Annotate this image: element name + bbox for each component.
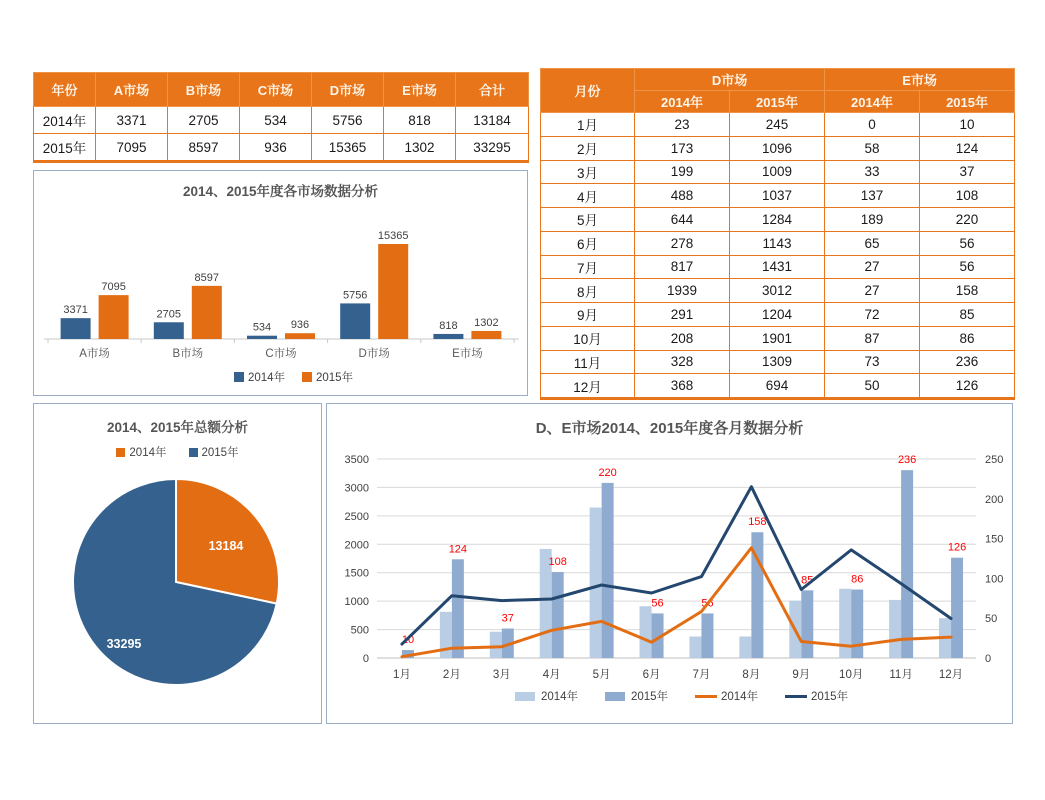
bar-2015-C市场 xyxy=(285,333,315,339)
combo-legend-swatch-icon xyxy=(515,692,535,701)
monthly-row xyxy=(541,374,1015,398)
monthly-cell: 4月 xyxy=(541,184,635,208)
summary-cell: 534 xyxy=(240,107,312,134)
combo-category-label: 6月 xyxy=(642,669,661,681)
combo-category-label: 5月 xyxy=(592,669,611,681)
combo-bar-2015-11月 xyxy=(901,470,913,658)
combo-red-data-label: 108 xyxy=(548,556,567,569)
bar-category-label: A市场 xyxy=(79,348,110,360)
combo-red-data-label: 124 xyxy=(448,543,468,556)
monthly-cell: 50 xyxy=(825,374,920,398)
combo-bar-2014-8月 xyxy=(739,637,751,658)
monthly-row xyxy=(541,184,1015,208)
year-sub-header: 2015年 xyxy=(730,91,825,113)
total-pie-chart xyxy=(33,403,322,724)
left-axis-tick-label: 1000 xyxy=(344,596,369,609)
monthly-row xyxy=(541,255,1015,279)
monthly-cell: 1143 xyxy=(730,231,825,255)
monthly-cell: 56 xyxy=(920,255,1015,279)
combo-bar-2015-7月 xyxy=(701,613,713,658)
pie-chart-title: 2014、2015年总额分析 xyxy=(106,420,249,435)
bar-category-label: D市场 xyxy=(358,348,390,360)
bar-2014-B市场 xyxy=(154,322,184,339)
monthly-cell: 65 xyxy=(825,231,920,255)
summary-cell: 818 xyxy=(384,107,456,134)
right-axis-tick-label: 0 xyxy=(985,653,992,665)
summary-cell: 1302 xyxy=(384,134,456,161)
bar-category-label: B市场 xyxy=(172,348,204,360)
bar-2014-C市场 xyxy=(247,336,277,339)
monthly-cell: 488 xyxy=(635,184,730,208)
summary-col-header: C市场 xyxy=(240,73,312,107)
combo-legend-label: 2015年 xyxy=(811,691,849,703)
left-axis-tick-label: 500 xyxy=(350,624,369,637)
combo-category-label: 4月 xyxy=(542,669,561,681)
combo-category-label: 11月 xyxy=(889,669,913,681)
monthly-row xyxy=(541,303,1015,327)
combo-red-data-label: 220 xyxy=(598,466,617,479)
summary-row xyxy=(34,107,529,134)
monthly-cell: 1037 xyxy=(730,184,825,208)
summary-col-header: E市场 xyxy=(384,73,456,107)
summary-col-header: 合计 xyxy=(456,73,529,107)
bar-chart-plot xyxy=(34,200,529,400)
combo-bar-2015-4月 xyxy=(552,572,564,658)
monthly-cell: 173 xyxy=(635,136,730,160)
combo-category-label: 3月 xyxy=(492,669,511,681)
month-col-header: 月份 xyxy=(541,69,635,113)
right-axis-tick-label: 250 xyxy=(985,454,1004,466)
monthly-cell: 208 xyxy=(635,326,730,350)
combo-bar-2015-10月 xyxy=(851,590,863,658)
monthly-cell: 0 xyxy=(825,113,920,137)
bar-data-label: 2705 xyxy=(156,308,182,321)
monthly-cell: 3月 xyxy=(541,160,635,184)
combo-red-data-label: 56 xyxy=(701,597,714,610)
pie-label-2014: 13184 xyxy=(208,539,244,553)
combo-category-label: 7月 xyxy=(692,669,711,681)
combo-red-data-label: 10 xyxy=(401,634,415,647)
market-group-header: D市场 xyxy=(635,69,825,91)
market-group-header: E市场 xyxy=(825,69,1015,91)
combo-bar-2014-6月 xyxy=(640,606,652,658)
monthly-table-grid xyxy=(540,68,1015,398)
monthly-cell: 1901 xyxy=(730,326,825,350)
monthly-cell: 1096 xyxy=(730,136,825,160)
market-bar-chart xyxy=(33,170,528,396)
monthly-cell: 694 xyxy=(730,374,825,398)
monthly-cell: 10 xyxy=(920,113,1015,137)
pie-label-2015: 33295 xyxy=(106,637,142,651)
summary-row xyxy=(34,134,529,161)
summary-table xyxy=(33,72,528,160)
monthly-cell: 817 xyxy=(635,255,730,279)
legend-swatch-2015-icon xyxy=(189,448,198,457)
monthly-row xyxy=(541,279,1015,303)
summary-col-header: 年份 xyxy=(34,73,96,107)
monthly-cell: 85 xyxy=(920,303,1015,327)
combo-bar-2015-5月 xyxy=(602,483,614,658)
pie-legend xyxy=(34,444,321,460)
summary-cell: 8597 xyxy=(168,134,240,161)
monthly-cell: 23 xyxy=(635,113,730,137)
monthly-cell: 5月 xyxy=(541,208,635,232)
summary-cell: 7095 xyxy=(96,134,168,161)
monthly-cell: 87 xyxy=(825,326,920,350)
bar-data-label: 7095 xyxy=(101,281,126,294)
monthly-cell: 1009 xyxy=(730,160,825,184)
pie-legend-item-2014 xyxy=(116,444,166,460)
combo-red-data-label: 56 xyxy=(651,597,664,610)
combo-line-2015 xyxy=(401,487,951,647)
combo-red-data-label: 85 xyxy=(801,574,814,587)
combo-legend-swatch-icon xyxy=(605,692,625,701)
combo-bar-2015-12月 xyxy=(951,558,963,658)
combo-category-label: 9月 xyxy=(792,669,811,681)
monthly-cell: 368 xyxy=(635,374,730,398)
monthly-cell: 1309 xyxy=(730,350,825,374)
combo-bar-2014-5月 xyxy=(590,508,602,658)
monthly-row xyxy=(541,160,1015,184)
summary-col-header: A市场 xyxy=(96,73,168,107)
monthly-cell: 86 xyxy=(920,326,1015,350)
monthly-cell: 189 xyxy=(825,208,920,232)
bar-data-label: 936 xyxy=(290,319,310,332)
summary-col-header: B市场 xyxy=(168,73,240,107)
monthly-cell: 137 xyxy=(825,184,920,208)
bar-legend-label: 2014年 xyxy=(248,372,286,384)
bar-data-label: 15365 xyxy=(377,230,409,242)
monthly-cell: 9月 xyxy=(541,303,635,327)
combo-bar-2014-7月 xyxy=(689,637,701,658)
combo-bar-2014-11月 xyxy=(889,600,901,658)
monthly-cell: 27 xyxy=(825,279,920,303)
monthly-cell: 37 xyxy=(920,160,1015,184)
combo-legend-label: 2014年 xyxy=(721,691,759,703)
monthly-cell: 124 xyxy=(920,136,1015,160)
combo-red-data-label: 37 xyxy=(501,612,514,625)
combo-chart-title: D、E市场2014、2015年度各月数据分析 xyxy=(535,420,804,437)
summary-cell: 2015年 xyxy=(34,134,96,161)
pie-legend-label-2015: 2015年 xyxy=(201,447,239,459)
monthly-cell: 158 xyxy=(920,279,1015,303)
monthly-cell: 108 xyxy=(920,184,1015,208)
monthly-cell: 3012 xyxy=(730,279,825,303)
bar-data-label: 1302 xyxy=(474,316,499,329)
combo-category-label: 10月 xyxy=(839,669,864,681)
monthly-cell: 33 xyxy=(825,160,920,184)
monthly-cell: 6月 xyxy=(541,231,635,255)
combo-category-label: 1月 xyxy=(393,669,411,681)
year-sub-header: 2015年 xyxy=(920,91,1015,113)
monthly-cell: 199 xyxy=(635,160,730,184)
bar-2015-D市场 xyxy=(378,244,408,339)
monthly-cell: 56 xyxy=(920,231,1015,255)
bar-data-label: 3371 xyxy=(63,304,88,317)
right-axis-tick-label: 200 xyxy=(985,493,1004,506)
monthly-cell: 245 xyxy=(730,113,825,137)
monthly-cell: 1431 xyxy=(730,255,825,279)
monthly-cell: 126 xyxy=(920,374,1015,398)
monthly-cell: 236 xyxy=(920,350,1015,374)
combo-red-data-label: 236 xyxy=(897,454,917,467)
monthly-cell: 8月 xyxy=(541,279,635,303)
monthly-cell: 291 xyxy=(635,303,730,327)
monthly-row xyxy=(541,231,1015,255)
combo-line-2014 xyxy=(402,548,951,657)
bar-2014-D市场 xyxy=(340,303,370,339)
bar-2014-A市场 xyxy=(61,318,91,339)
year-sub-header: 2014年 xyxy=(825,91,920,113)
monthly-row xyxy=(541,113,1015,137)
bar-category-label: E市场 xyxy=(452,348,483,360)
combo-category-label: 8月 xyxy=(742,669,761,681)
left-axis-tick-label: 0 xyxy=(362,653,369,665)
bar-data-label: 8597 xyxy=(194,271,220,284)
monthly-cell: 1284 xyxy=(730,208,825,232)
monthly-cell: 644 xyxy=(635,208,730,232)
summary-cell: 936 xyxy=(240,134,312,161)
pie-chart-plot xyxy=(34,460,323,722)
left-axis-tick-label: 3500 xyxy=(344,454,369,466)
monthly-cell: 220 xyxy=(920,208,1015,232)
summary-cell: 15365 xyxy=(312,134,384,161)
summary-cell: 13184 xyxy=(456,107,529,134)
combo-red-data-label: 126 xyxy=(947,541,967,554)
combo-chart-plot xyxy=(327,438,1012,722)
bar-data-label: 818 xyxy=(439,319,458,332)
pie-legend-label-2014: 2014年 xyxy=(129,447,167,459)
left-axis-tick-label: 1500 xyxy=(344,567,369,580)
bar-2015-B市场 xyxy=(192,286,222,339)
combo-category-label: 12月 xyxy=(938,669,964,681)
bar-legend-swatch-icon xyxy=(234,372,244,382)
combo-category-label: 2月 xyxy=(442,669,461,681)
combo-legend-label: 2014年 xyxy=(541,691,579,703)
monthly-cell: 11月 xyxy=(541,350,635,374)
bar-2015-E市场 xyxy=(471,331,501,339)
combo-bar-2014-10月 xyxy=(839,589,851,658)
bar-chart-title: 2014、2015年度各市场数据分析 xyxy=(182,184,379,199)
monthly-table xyxy=(540,68,1014,398)
summary-cell: 2014年 xyxy=(34,107,96,134)
right-axis-tick-label: 50 xyxy=(985,613,998,626)
combo-bar-2015-9月 xyxy=(801,590,813,658)
bar-2015-A市场 xyxy=(99,295,129,339)
combo-legend-label: 2015年 xyxy=(631,691,669,703)
summary-cell: 5756 xyxy=(312,107,384,134)
combo-red-data-label: 86 xyxy=(851,573,864,586)
monthly-cell: 2月 xyxy=(541,136,635,160)
summary-table-grid xyxy=(33,72,529,161)
monthly-row xyxy=(541,208,1015,232)
left-axis-tick-label: 2500 xyxy=(344,510,369,523)
monthly-cell: 73 xyxy=(825,350,920,374)
bar-category-label: C市场 xyxy=(265,348,297,360)
year-sub-header: 2014年 xyxy=(635,91,730,113)
summary-cell: 2705 xyxy=(168,107,240,134)
bar-2014-E市场 xyxy=(433,334,463,339)
monthly-cell: 7月 xyxy=(541,255,635,279)
monthly-cell: 58 xyxy=(825,136,920,160)
legend-swatch-2014-icon xyxy=(116,448,125,457)
summary-col-header: D市场 xyxy=(312,73,384,107)
monthly-row xyxy=(541,326,1015,350)
summary-cell: 33295 xyxy=(456,134,529,161)
combo-red-data-label: 158 xyxy=(748,516,767,529)
bar-data-label: 5756 xyxy=(342,289,368,302)
right-axis-tick-label: 150 xyxy=(985,533,1004,546)
summary-cell: 3371 xyxy=(96,107,168,134)
right-axis-tick-label: 100 xyxy=(985,573,1004,586)
monthly-cell: 12月 xyxy=(541,374,635,398)
monthly-cell: 278 xyxy=(635,231,730,255)
bar-legend-label: 2015年 xyxy=(316,372,354,384)
monthly-cell: 328 xyxy=(635,350,730,374)
monthly-cell: 10月 xyxy=(541,326,635,350)
combo-bar-2014-3月 xyxy=(490,632,502,658)
monthly-cell: 1月 xyxy=(541,113,635,137)
monthly-cell: 27 xyxy=(825,255,920,279)
monthly-cell: 72 xyxy=(825,303,920,327)
bar-data-label: 534 xyxy=(252,321,272,334)
left-axis-tick-label: 2000 xyxy=(344,539,369,552)
bar-legend-swatch-icon xyxy=(302,372,312,382)
monthly-row xyxy=(541,350,1015,374)
monthly-cell: 1204 xyxy=(730,303,825,327)
combo-bar-2015-2月 xyxy=(452,559,464,658)
monthly-row xyxy=(541,136,1015,160)
left-axis-tick-label: 3000 xyxy=(344,482,369,495)
de-monthly-combo-chart xyxy=(326,403,1013,724)
pie-legend-item-2015 xyxy=(189,444,239,460)
monthly-cell: 1939 xyxy=(635,279,730,303)
